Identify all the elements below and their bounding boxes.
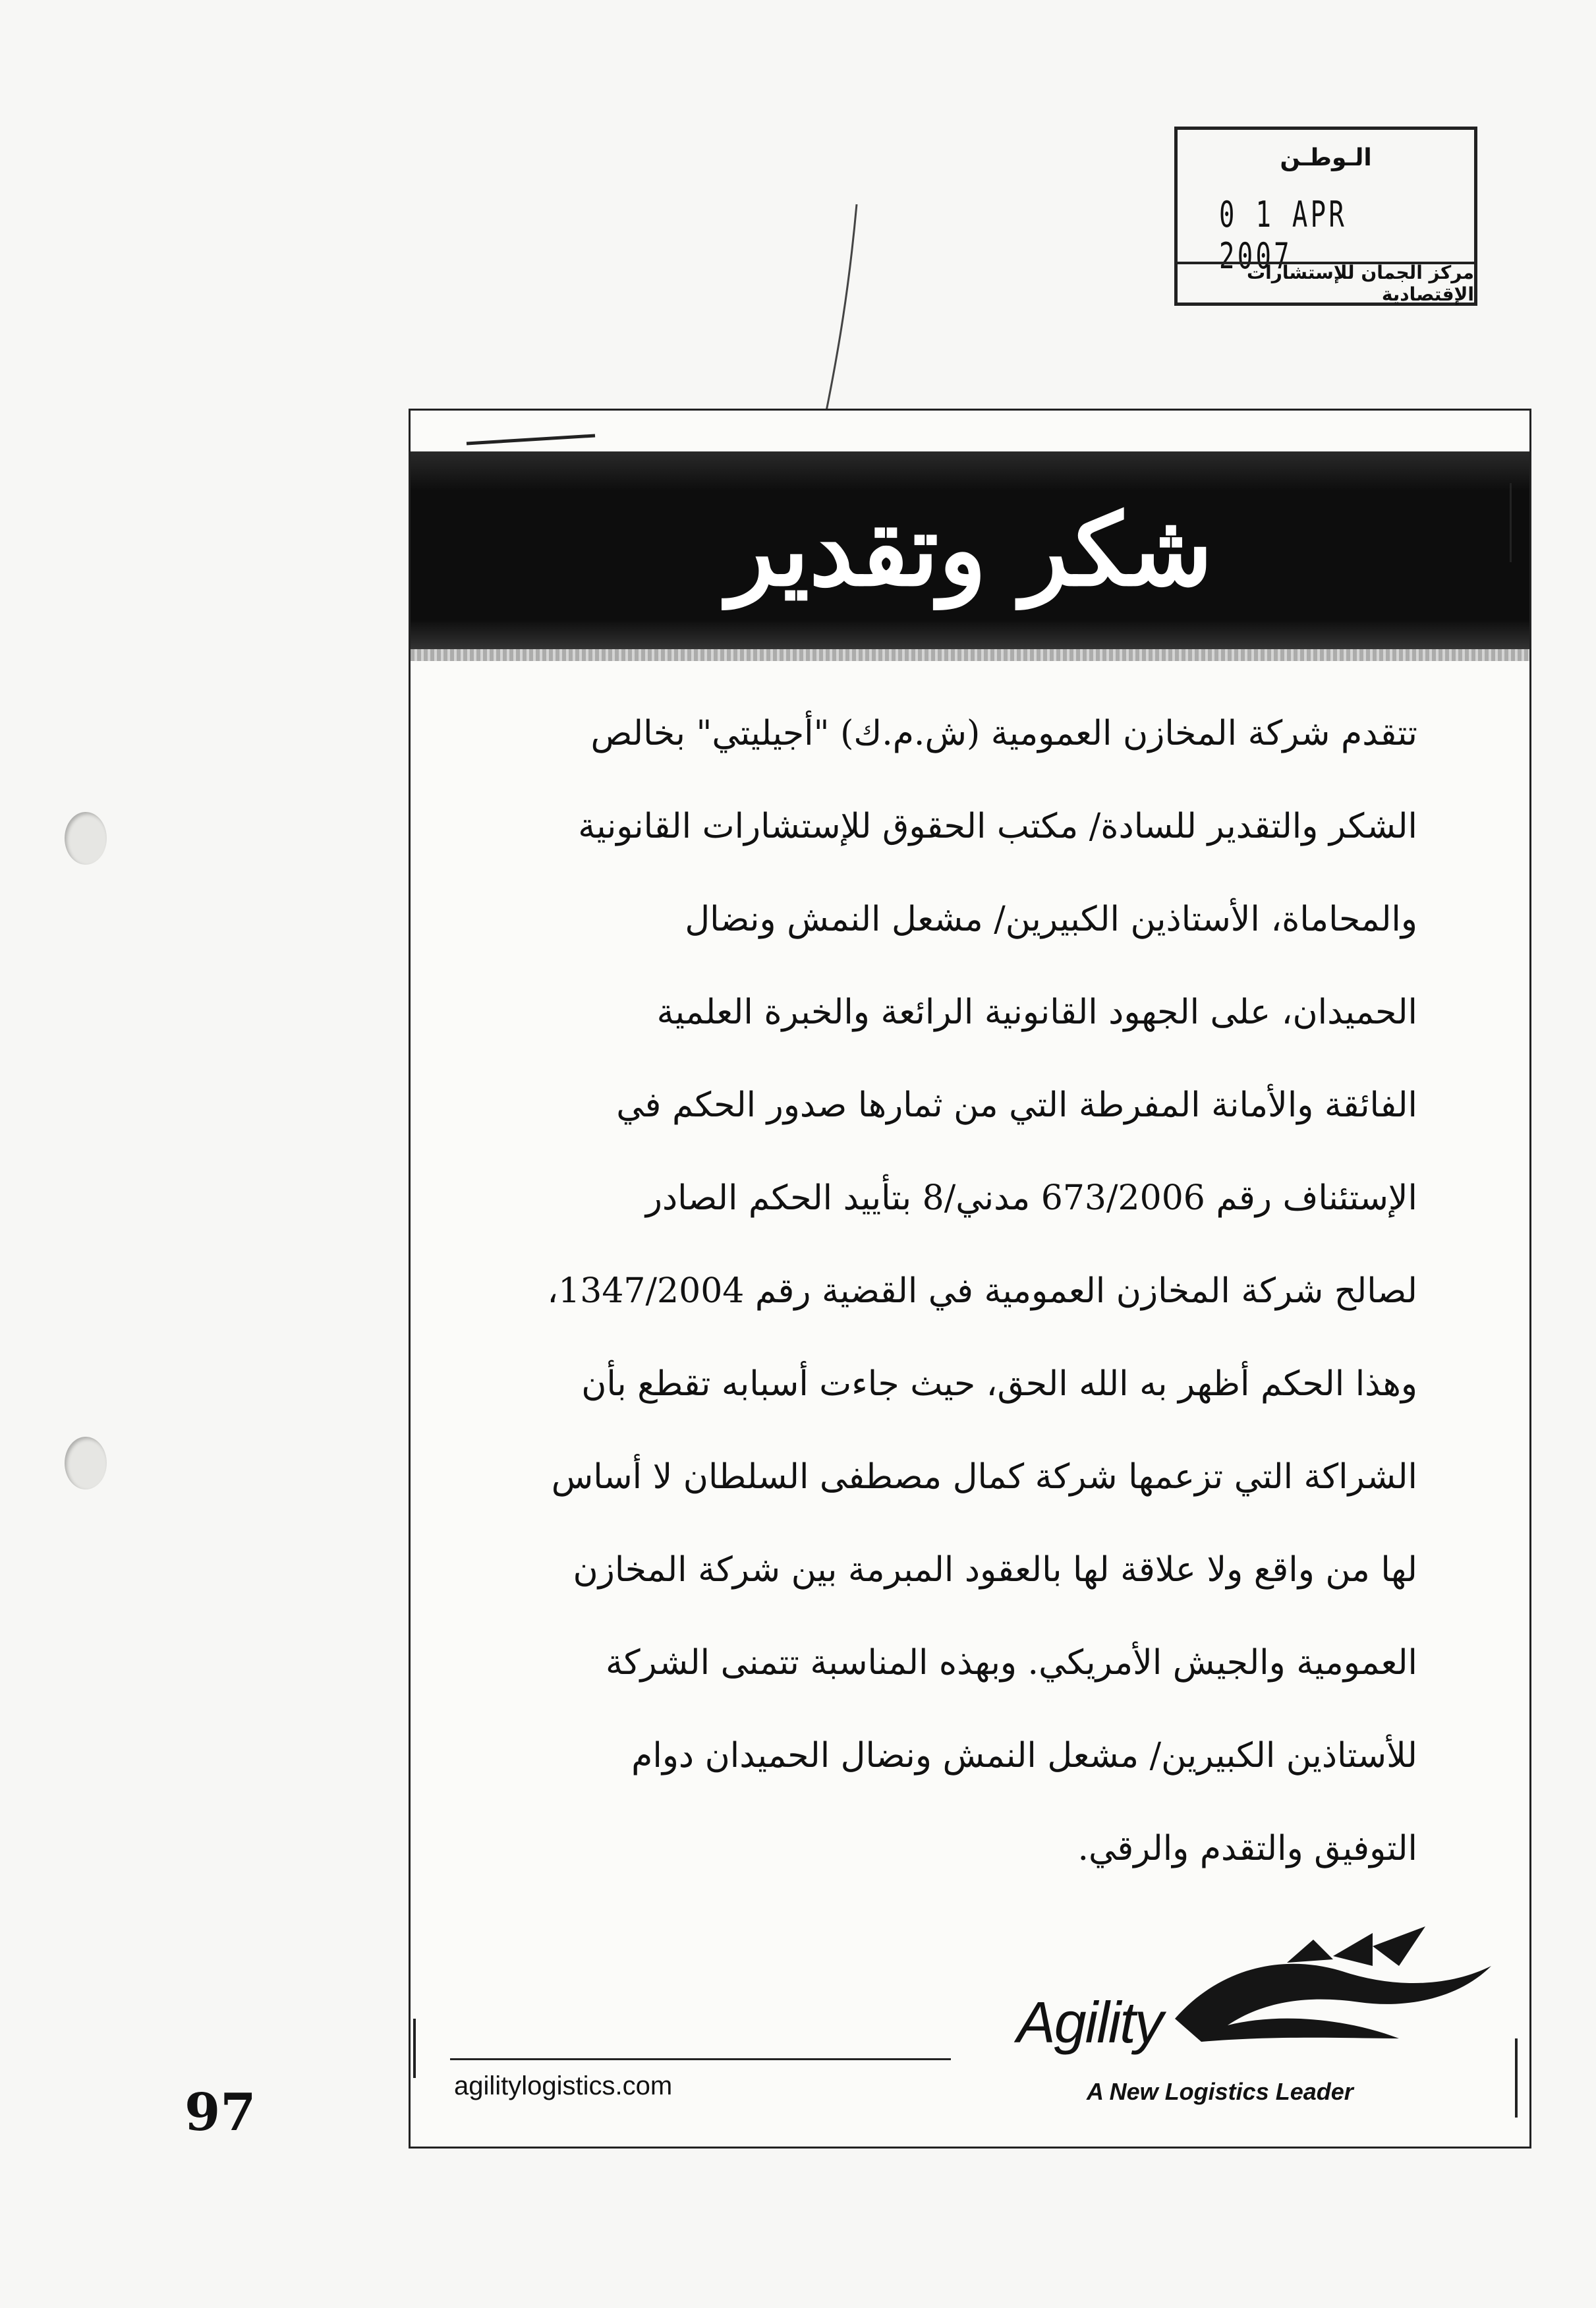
ad-line: للأستاذين الكبيرين/ مشعل النمش ونضال الحميدان دوام <box>631 1736 1417 1775</box>
ad-line: الحميدان، على الجهود القانونية الرائعة والخبرة العلمية <box>656 993 1417 1032</box>
agility-tagline: A New Logistics Leader <box>1087 2078 1354 2105</box>
punch-hole-bottom <box>65 1437 107 1489</box>
pen-stroke-mark <box>463 430 608 450</box>
page-number: 97 <box>185 2083 256 2143</box>
ad-line: الشكر والتقدير للسادة/ مكتب الحقوق للإستشارات القانونية <box>578 807 1417 846</box>
thank-you-advertisement <box>409 409 1531 2149</box>
ad-line: الفائقة والأمانة المفرطة التي من ثمارها صدور الحكم في <box>616 1085 1417 1125</box>
agility-brand-name: Agility <box>1017 1990 1162 2055</box>
ad-title: شكر وتقدير <box>727 492 1213 608</box>
stamp-center-name: مركز الجمان للإستشارات الإقتصادية <box>1178 262 1474 303</box>
ad-line: الشراكة التي تزعمها شركة كمال مصطفى السلطان لا أساس <box>551 1457 1417 1497</box>
ad-line: لها من واقع ولا علاقة لها بالعقود المبرمة بين شركة المخازن <box>573 1550 1417 1590</box>
title-banner <box>411 451 1529 649</box>
ad-line: لصالح شركة المخازن العمومية في القضية رقم 1347/2004، <box>547 1271 1417 1311</box>
newspaper-stamp <box>1174 127 1477 306</box>
website-url: agilitylogistics.com <box>454 2071 673 2100</box>
edge-mark-right <box>1515 2038 1518 2118</box>
stamp-newspaper-name: الـوطـن <box>1280 144 1372 171</box>
ad-last-line: التوفيق والتقدم والرقي. <box>1077 1829 1417 1868</box>
ad-line: العمومية والجيش الأمريكي. وبهذه المناسبة تتمنى الشركة <box>606 1643 1417 1683</box>
stamp-paper-block <box>1178 130 1474 277</box>
ad-line: الإستئناف رقم 673/2006 مدني/8 بتأييد الحكم الصادر <box>645 1178 1417 1218</box>
punch-hole-top <box>65 812 107 865</box>
edge-mark-left <box>413 2019 416 2078</box>
edge-mark-right-top <box>1510 483 1512 562</box>
ad-line: وهذا الحكم أظهر به الله الحق، حيث جاءت أسبابه تقطع بأن <box>581 1364 1417 1404</box>
ad-line: والمحاماة، الأستاذين الكبيرين/ مشعل النمش ونضال <box>685 900 1417 939</box>
ad-line: تتقدم شركة المخازن العمومية (ش.م.ك) "أجيليتي" بخالص <box>590 714 1417 753</box>
footer-divider <box>450 2058 951 2060</box>
stamp-date: 0 1 APR 2007 <box>1219 194 1348 277</box>
ad-body-text <box>523 687 1417 1895</box>
